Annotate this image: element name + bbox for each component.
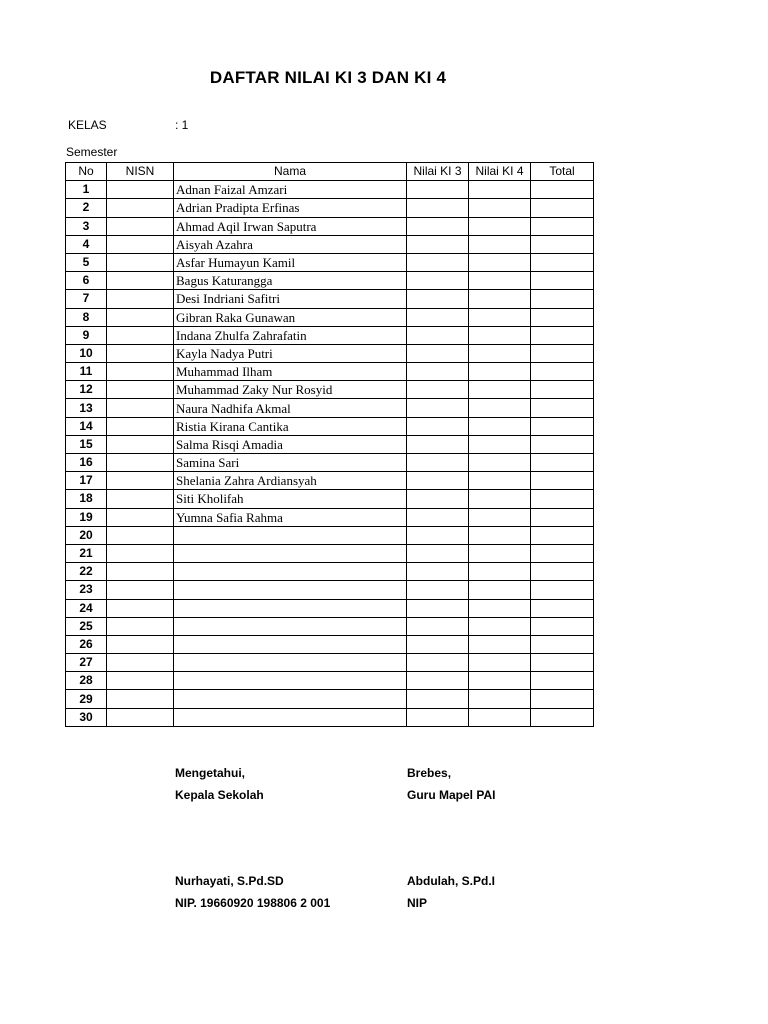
- cell-nama: Bagus Katurangga: [174, 272, 407, 290]
- cell-nilai-ki4: [469, 435, 531, 453]
- header-nilai-ki4: Nilai KI 4: [469, 163, 531, 181]
- cell-nilai-ki3: [407, 508, 469, 526]
- table-row: [66, 308, 594, 326]
- cell-nilai-ki4: [469, 617, 531, 635]
- cell-nama: Kayla Nadya Putri: [174, 344, 407, 362]
- cell-nama: [174, 599, 407, 617]
- cell-nama: Adnan Faizal Amzari: [174, 181, 407, 199]
- cell-nama: Asfar Humayun Kamil: [174, 253, 407, 271]
- table-row: [66, 253, 594, 271]
- cell-nilai-ki4: [469, 363, 531, 381]
- cell-nama: [174, 690, 407, 708]
- cell-no: 7: [66, 290, 107, 308]
- cell-nisn: [107, 399, 174, 417]
- cell-no: 19: [66, 508, 107, 526]
- cell-nama: [174, 563, 407, 581]
- cell-nilai-ki4: [469, 672, 531, 690]
- cell-nilai-ki4: [469, 581, 531, 599]
- cell-total: [531, 490, 594, 508]
- cell-nilai-ki3: [407, 635, 469, 653]
- cell-nama: Yumna Safia Rahma: [174, 508, 407, 526]
- table-row: [66, 581, 594, 599]
- cell-total: [531, 253, 594, 271]
- table-row: [66, 472, 594, 490]
- cell-nilai-ki4: [469, 508, 531, 526]
- signature-left-heading: [175, 762, 264, 806]
- cell-nilai-ki3: [407, 490, 469, 508]
- cell-total: [531, 381, 594, 399]
- cell-nisn: [107, 308, 174, 326]
- signature-right-footer: [407, 870, 495, 914]
- cell-nisn: [107, 344, 174, 362]
- signature-left-nip: NIP. 19660920 198806 2 001: [175, 896, 331, 910]
- table-row: [66, 617, 594, 635]
- header-nama: Nama: [174, 163, 407, 181]
- signature-right-name: Abdulah, S.Pd.I: [407, 874, 496, 888]
- cell-nama: Indana Zhulfa Zahrafatin: [174, 326, 407, 344]
- cell-no: 5: [66, 253, 107, 271]
- cell-no: 10: [66, 344, 107, 362]
- cell-no: 15: [66, 435, 107, 453]
- cell-nilai-ki3: [407, 381, 469, 399]
- header-nilai-ki3: Nilai KI 3: [407, 163, 469, 181]
- cell-nilai-ki4: [469, 490, 531, 508]
- cell-nilai-ki3: [407, 290, 469, 308]
- cell-total: [531, 217, 594, 235]
- cell-no: 26: [66, 635, 107, 653]
- cell-nisn: [107, 654, 174, 672]
- cell-nilai-ki4: [469, 708, 531, 726]
- cell-nisn: [107, 199, 174, 217]
- cell-no: 8: [66, 308, 107, 326]
- cell-nama: [174, 581, 407, 599]
- cell-nama: [174, 635, 407, 653]
- cell-nisn: [107, 272, 174, 290]
- cell-no: 24: [66, 599, 107, 617]
- cell-no: 2: [66, 199, 107, 217]
- table-row: [66, 563, 594, 581]
- table-row: [66, 290, 594, 308]
- cell-nisn: [107, 563, 174, 581]
- cell-nilai-ki3: [407, 308, 469, 326]
- cell-nama: [174, 672, 407, 690]
- cell-nilai-ki3: [407, 672, 469, 690]
- cell-nilai-ki4: [469, 272, 531, 290]
- cell-no: 12: [66, 381, 107, 399]
- cell-nama: Samina Sari: [174, 454, 407, 472]
- cell-total: [531, 344, 594, 362]
- cell-nilai-ki3: [407, 581, 469, 599]
- table-row: [66, 435, 594, 453]
- cell-total: [531, 672, 594, 690]
- cell-total: [531, 581, 594, 599]
- cell-nama: [174, 708, 407, 726]
- cell-nisn: [107, 435, 174, 453]
- cell-nilai-ki4: [469, 635, 531, 653]
- cell-no: 14: [66, 417, 107, 435]
- cell-total: [531, 290, 594, 308]
- cell-total: [531, 690, 594, 708]
- cell-nilai-ki3: [407, 708, 469, 726]
- cell-no: 3: [66, 217, 107, 235]
- cell-nilai-ki3: [407, 181, 469, 199]
- cell-nilai-ki3: [407, 654, 469, 672]
- grades-table: [65, 162, 594, 727]
- cell-nilai-ki4: [469, 417, 531, 435]
- kelas-value: : 1: [175, 118, 189, 132]
- cell-no: 23: [66, 581, 107, 599]
- cell-nisn: [107, 617, 174, 635]
- cell-nama: Ahmad Aqil Irwan Saputra: [174, 217, 407, 235]
- cell-nisn: [107, 690, 174, 708]
- cell-no: 1: [66, 181, 107, 199]
- cell-nilai-ki4: [469, 399, 531, 417]
- cell-nama: Siti Kholifah: [174, 490, 407, 508]
- cell-nilai-ki4: [469, 526, 531, 544]
- cell-nisn: [107, 635, 174, 653]
- cell-nilai-ki4: [469, 599, 531, 617]
- cell-nilai-ki3: [407, 199, 469, 217]
- cell-total: [531, 472, 594, 490]
- cell-nilai-ki3: [407, 617, 469, 635]
- cell-nama: Salma Risqi Amadia: [174, 435, 407, 453]
- cell-total: [531, 326, 594, 344]
- cell-nilai-ki4: [469, 181, 531, 199]
- cell-nama: [174, 654, 407, 672]
- cell-nilai-ki3: [407, 454, 469, 472]
- cell-nilai-ki4: [469, 472, 531, 490]
- cell-no: 6: [66, 272, 107, 290]
- cell-total: [531, 654, 594, 672]
- cell-nilai-ki4: [469, 253, 531, 271]
- table-row: [66, 708, 594, 726]
- cell-nilai-ki3: [407, 435, 469, 453]
- signature-right-line1: Brebes,: [407, 766, 452, 780]
- cell-nilai-ki4: [469, 308, 531, 326]
- cell-total: [531, 617, 594, 635]
- signature-right-heading: [407, 762, 495, 806]
- cell-nilai-ki3: [407, 399, 469, 417]
- cell-nisn: [107, 363, 174, 381]
- signature-left-footer: [175, 870, 330, 914]
- cell-nama: Gibran Raka Gunawan: [174, 308, 407, 326]
- cell-nilai-ki3: [407, 363, 469, 381]
- table-row: [66, 635, 594, 653]
- cell-no: 21: [66, 544, 107, 562]
- cell-nama: [174, 617, 407, 635]
- cell-nilai-ki3: [407, 690, 469, 708]
- cell-total: [531, 508, 594, 526]
- cell-total: [531, 599, 594, 617]
- cell-no: 4: [66, 235, 107, 253]
- table-row: [66, 454, 594, 472]
- cell-nama: Adrian Pradipta Erfinas: [174, 199, 407, 217]
- cell-nisn: [107, 508, 174, 526]
- cell-nisn: [107, 490, 174, 508]
- cell-no: 22: [66, 563, 107, 581]
- cell-nama: [174, 544, 407, 562]
- table-row: [66, 363, 594, 381]
- cell-total: [531, 235, 594, 253]
- cell-total: [531, 435, 594, 453]
- cell-total: [531, 708, 594, 726]
- cell-no: 13: [66, 399, 107, 417]
- cell-nilai-ki3: [407, 599, 469, 617]
- cell-nama: Shelania Zahra Ardiansyah: [174, 472, 407, 490]
- header-no: No: [66, 163, 107, 181]
- signature-left-line1: Mengetahui,: [175, 766, 246, 780]
- table-row: [66, 199, 594, 217]
- cell-nilai-ki4: [469, 235, 531, 253]
- cell-nilai-ki3: [407, 417, 469, 435]
- kelas-label: KELAS: [68, 118, 107, 132]
- cell-nilai-ki4: [469, 654, 531, 672]
- cell-nama: Ristia Kirana Cantika: [174, 417, 407, 435]
- cell-nisn: [107, 235, 174, 253]
- cell-no: 29: [66, 690, 107, 708]
- cell-nisn: [107, 526, 174, 544]
- cell-nilai-ki3: [407, 217, 469, 235]
- table-row: [66, 599, 594, 617]
- cell-no: 27: [66, 654, 107, 672]
- cell-nilai-ki4: [469, 690, 531, 708]
- cell-no: 9: [66, 326, 107, 344]
- cell-total: [531, 399, 594, 417]
- cell-no: 18: [66, 490, 107, 508]
- table-header-row: [66, 163, 594, 181]
- table-row: [66, 654, 594, 672]
- cell-total: [531, 563, 594, 581]
- cell-nisn: [107, 381, 174, 399]
- cell-no: 16: [66, 454, 107, 472]
- cell-nisn: [107, 672, 174, 690]
- cell-nilai-ki3: [407, 326, 469, 344]
- cell-nisn: [107, 708, 174, 726]
- table-row: [66, 381, 594, 399]
- cell-total: [531, 454, 594, 472]
- table-row: [66, 235, 594, 253]
- cell-total: [531, 181, 594, 199]
- table-row: [66, 272, 594, 290]
- cell-total: [531, 363, 594, 381]
- cell-nama: Aisyah Azahra: [174, 235, 407, 253]
- cell-nilai-ki4: [469, 381, 531, 399]
- cell-nama: Muhammad Ilham: [174, 363, 407, 381]
- cell-nisn: [107, 290, 174, 308]
- cell-no: 11: [66, 363, 107, 381]
- cell-nisn: [107, 181, 174, 199]
- cell-nilai-ki4: [469, 544, 531, 562]
- cell-nilai-ki3: [407, 235, 469, 253]
- cell-nama: Desi Indriani Safitri: [174, 290, 407, 308]
- table-row: [66, 326, 594, 344]
- table-row: [66, 344, 594, 362]
- table-row: [66, 181, 594, 199]
- cell-nilai-ki3: [407, 344, 469, 362]
- cell-nilai-ki4: [469, 454, 531, 472]
- signature-right-nip: NIP: [407, 896, 428, 910]
- signature-left-name: Nurhayati, S.Pd.SD: [175, 874, 284, 888]
- table-row: [66, 399, 594, 417]
- header-total: Total: [531, 163, 594, 181]
- cell-nisn: [107, 417, 174, 435]
- header-nisn: NISN: [107, 163, 174, 181]
- cell-nilai-ki3: [407, 472, 469, 490]
- table-row: [66, 508, 594, 526]
- cell-total: [531, 544, 594, 562]
- cell-nisn: [107, 253, 174, 271]
- cell-total: [531, 417, 594, 435]
- cell-nilai-ki4: [469, 344, 531, 362]
- cell-nilai-ki4: [469, 563, 531, 581]
- cell-nilai-ki3: [407, 272, 469, 290]
- cell-nilai-ki3: [407, 526, 469, 544]
- cell-nilai-ki3: [407, 544, 469, 562]
- cell-nilai-ki4: [469, 290, 531, 308]
- table-row: [66, 217, 594, 235]
- cell-nilai-ki4: [469, 217, 531, 235]
- cell-no: 28: [66, 672, 107, 690]
- table-row: [66, 544, 594, 562]
- cell-no: 30: [66, 708, 107, 726]
- cell-nisn: [107, 581, 174, 599]
- cell-no: 25: [66, 617, 107, 635]
- cell-nisn: [107, 326, 174, 344]
- document-title: DAFTAR NILAI KI 3 DAN KI 4: [209, 68, 447, 87]
- table-row: [66, 672, 594, 690]
- cell-nilai-ki4: [469, 326, 531, 344]
- table-row: [66, 690, 594, 708]
- cell-nama: Muhammad Zaky Nur Rosyid: [174, 381, 407, 399]
- cell-total: [531, 308, 594, 326]
- signature-right-line2: Guru Mapel PAI: [407, 788, 496, 802]
- signature-left-line2: Kepala Sekolah: [175, 788, 264, 802]
- cell-nama: [174, 526, 407, 544]
- table-row: [66, 490, 594, 508]
- cell-nilai-ki4: [469, 199, 531, 217]
- cell-nisn: [107, 217, 174, 235]
- cell-no: 20: [66, 526, 107, 544]
- semester-label: Semester: [66, 145, 118, 159]
- table-row: [66, 526, 594, 544]
- cell-total: [531, 526, 594, 544]
- table-body: [66, 181, 594, 727]
- cell-nisn: [107, 454, 174, 472]
- cell-total: [531, 199, 594, 217]
- cell-nilai-ki3: [407, 253, 469, 271]
- cell-no: 17: [66, 472, 107, 490]
- cell-total: [531, 635, 594, 653]
- cell-nama: Naura Nadhifa Akmal: [174, 399, 407, 417]
- cell-nisn: [107, 544, 174, 562]
- cell-total: [531, 272, 594, 290]
- table-row: [66, 417, 594, 435]
- cell-nisn: [107, 599, 174, 617]
- cell-nisn: [107, 472, 174, 490]
- cell-nilai-ki3: [407, 563, 469, 581]
